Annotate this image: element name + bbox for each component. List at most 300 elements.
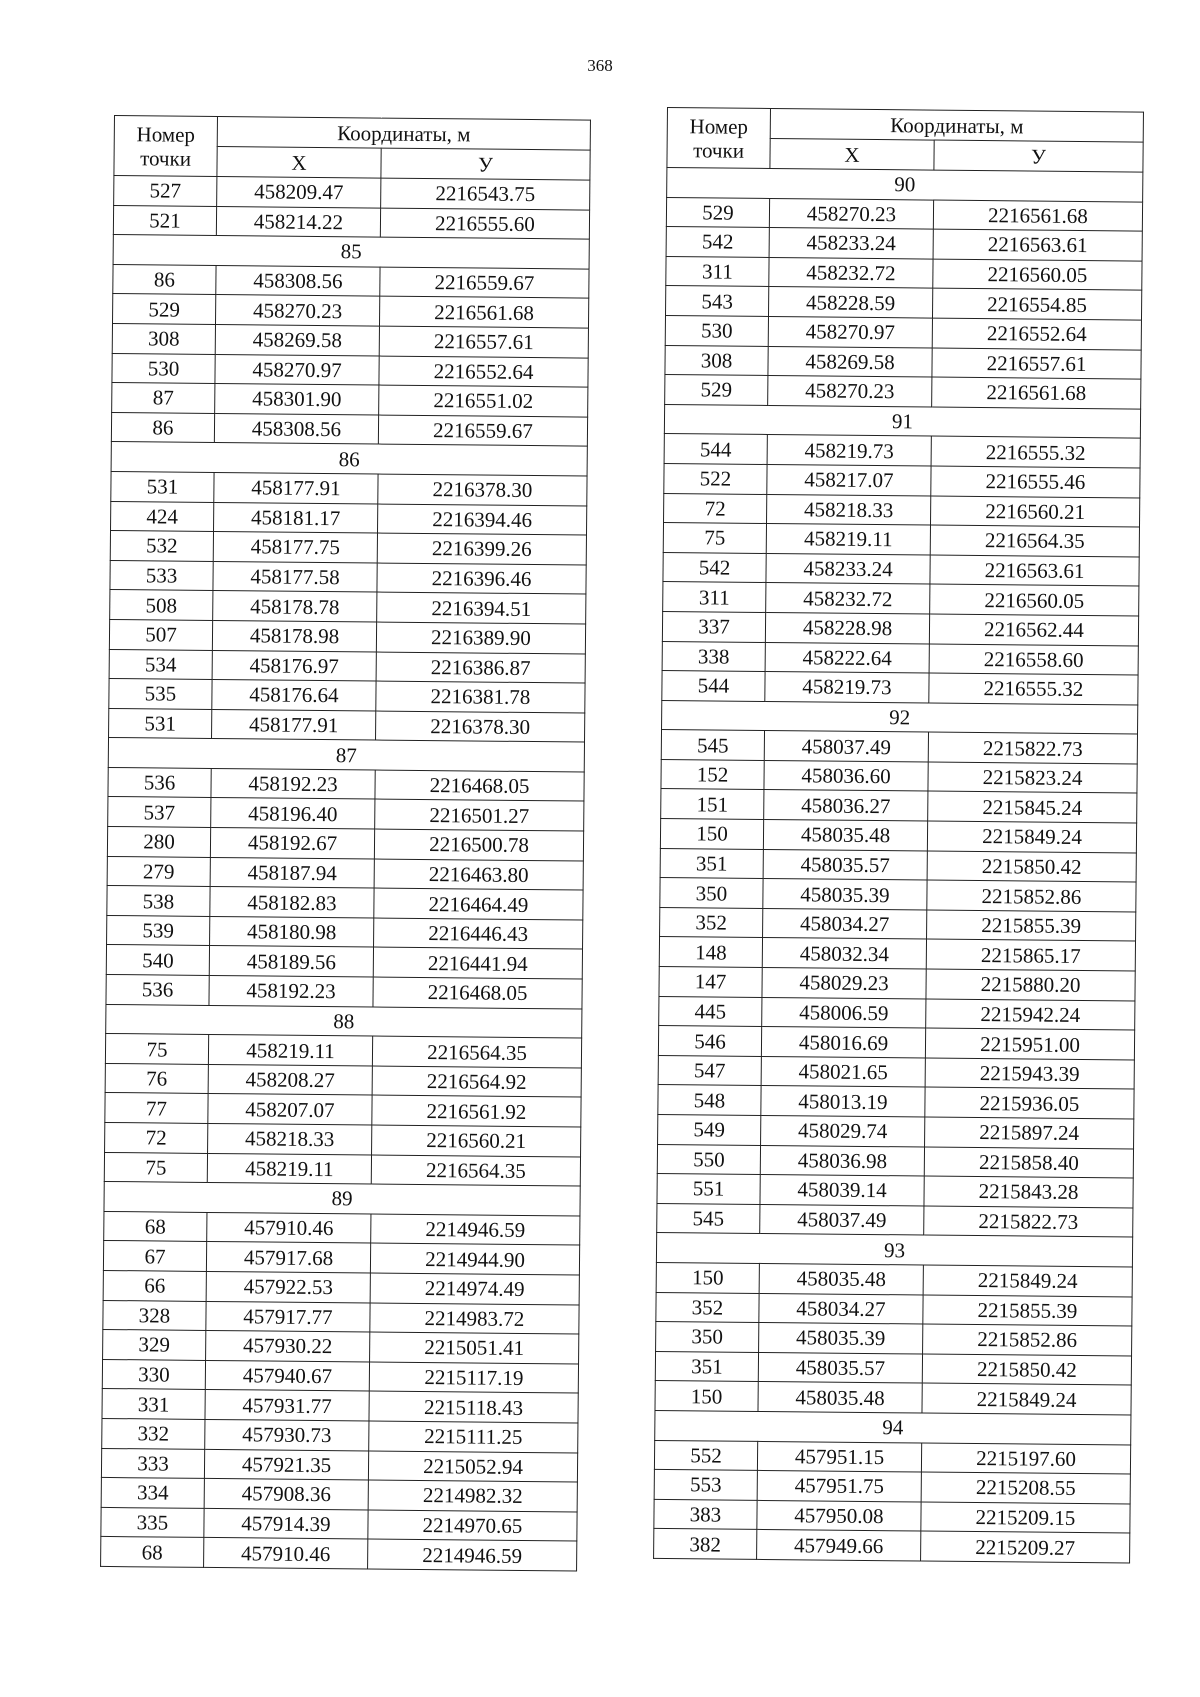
section-label: 90 bbox=[667, 168, 1143, 202]
x-coordinate-cell: 458178.78 bbox=[213, 591, 377, 622]
x-coordinate-cell: 458270.23 bbox=[768, 376, 932, 407]
y-coordinate-cell: 2216552.64 bbox=[932, 318, 1141, 350]
point-number-cell: 529 bbox=[112, 294, 215, 325]
x-coordinate-cell: 457950.08 bbox=[757, 1500, 921, 1531]
table-row bbox=[103, 1330, 579, 1364]
table-row bbox=[658, 1055, 1134, 1089]
table-row bbox=[663, 582, 1139, 616]
point-number-cell: 87 bbox=[112, 383, 215, 414]
x-coordinate-cell: 458217.07 bbox=[767, 464, 931, 495]
y-coordinate-cell: 2215849.24 bbox=[922, 1383, 1131, 1415]
table-row bbox=[662, 611, 1138, 645]
x-coordinate-cell: 458029.74 bbox=[761, 1115, 925, 1146]
table-row bbox=[103, 1270, 579, 1304]
point-number-cell: 72 bbox=[664, 493, 767, 524]
section-row bbox=[667, 168, 1143, 202]
point-number-cell: 68 bbox=[101, 1537, 204, 1568]
y-coordinate-cell: 2215865.17 bbox=[926, 939, 1135, 971]
table-row bbox=[654, 1470, 1130, 1504]
point-number-cell: 522 bbox=[664, 463, 767, 494]
table-row bbox=[661, 789, 1137, 823]
point-number-cell: 311 bbox=[666, 256, 769, 287]
y-coordinate-cell: 2216557.61 bbox=[379, 326, 588, 358]
x-coordinate-cell: 457940.67 bbox=[205, 1360, 369, 1391]
coordinates-table-left bbox=[100, 115, 591, 1571]
x-coordinate-cell: 458219.11 bbox=[208, 1035, 372, 1066]
table-body-right bbox=[654, 168, 1143, 1563]
point-number-cell: 151 bbox=[661, 789, 764, 820]
y-coordinate-cell: 2216552.64 bbox=[379, 356, 588, 388]
table-row bbox=[660, 819, 1136, 853]
point-number-cell: 527 bbox=[114, 176, 217, 207]
y-coordinate-cell: 2215843.28 bbox=[924, 1176, 1133, 1208]
x-coordinate-cell: 458222.64 bbox=[765, 642, 929, 673]
section-row bbox=[656, 1233, 1132, 1267]
point-number-cell: 542 bbox=[666, 227, 769, 258]
table-row bbox=[663, 552, 1139, 586]
y-coordinate-cell: 2216561.92 bbox=[372, 1095, 581, 1127]
y-coordinate-cell: 2215051.41 bbox=[370, 1332, 579, 1364]
y-coordinate-cell: 2216468.05 bbox=[375, 770, 584, 802]
x-coordinate-cell: 458177.58 bbox=[213, 561, 377, 592]
x-coordinate-cell: 457951.15 bbox=[757, 1441, 921, 1472]
point-number-cell: 445 bbox=[659, 996, 762, 1027]
table-row bbox=[109, 649, 585, 683]
table-row bbox=[111, 501, 587, 535]
x-coordinate-cell: 458181.17 bbox=[214, 502, 378, 533]
table-row bbox=[658, 1114, 1134, 1148]
y-coordinate-cell: 2216468.05 bbox=[373, 977, 582, 1009]
y-coordinate-cell: 2216559.67 bbox=[380, 267, 589, 299]
y-coordinate-cell: 2216396.46 bbox=[377, 563, 586, 595]
point-number-cell: 72 bbox=[105, 1122, 208, 1153]
point-number-cell: 507 bbox=[109, 619, 212, 650]
x-coordinate-cell: 458036.27 bbox=[764, 790, 928, 821]
y-coordinate-cell: 2215852.86 bbox=[923, 1324, 1132, 1356]
section-row bbox=[664, 404, 1140, 438]
y-coordinate-cell: 2215209.27 bbox=[921, 1531, 1130, 1563]
table-row bbox=[665, 345, 1141, 379]
y-coordinate-cell: 2214970.65 bbox=[368, 1510, 577, 1542]
y-coordinate-cell: 2216386.87 bbox=[376, 652, 585, 684]
section-label: 89 bbox=[104, 1182, 580, 1216]
y-coordinate-cell: 2215951.00 bbox=[925, 1028, 1134, 1060]
table-row bbox=[666, 256, 1142, 290]
y-coordinate-cell: 2216564.35 bbox=[371, 1155, 580, 1187]
y-coordinate-cell: 2216500.78 bbox=[374, 829, 583, 861]
y-coordinate-cell: 2215897.24 bbox=[925, 1117, 1134, 1149]
table-row bbox=[657, 1144, 1133, 1178]
x-coordinate-cell: 458192.23 bbox=[211, 768, 375, 799]
table-row bbox=[104, 1152, 580, 1186]
table-row bbox=[654, 1529, 1130, 1563]
y-coordinate-cell: 2216557.61 bbox=[932, 348, 1141, 380]
y-coordinate-cell: 2216555.32 bbox=[931, 436, 1140, 468]
x-coordinate-cell: 457917.68 bbox=[206, 1242, 370, 1273]
point-number-cell: 530 bbox=[112, 353, 215, 384]
table-row bbox=[659, 966, 1135, 1000]
table-row bbox=[112, 383, 588, 417]
section-label: 88 bbox=[106, 1004, 582, 1038]
y-coordinate-cell: 2216555.32 bbox=[929, 673, 1138, 705]
point-number-cell: 536 bbox=[108, 767, 211, 798]
y-coordinate-cell: 2215852.86 bbox=[927, 880, 1136, 912]
section-row bbox=[662, 700, 1138, 734]
point-number-cell: 545 bbox=[657, 1203, 760, 1234]
table-row bbox=[101, 1448, 577, 1482]
point-number-cell: 538 bbox=[107, 886, 210, 917]
point-number-cell: 529 bbox=[666, 197, 769, 228]
table-row bbox=[664, 493, 1140, 527]
x-coordinate-cell: 458214.22 bbox=[216, 206, 380, 237]
x-coordinate-cell: 458036.60 bbox=[764, 760, 928, 791]
table-row bbox=[101, 1478, 577, 1512]
table-row bbox=[102, 1359, 578, 1393]
point-number-cell: 350 bbox=[656, 1322, 759, 1353]
table-row bbox=[112, 323, 588, 357]
y-coordinate-cell: 2216561.68 bbox=[933, 200, 1142, 232]
x-coordinate-cell: 458218.33 bbox=[767, 494, 931, 525]
point-number-cell: 329 bbox=[103, 1330, 206, 1361]
x-coordinate-cell: 457930.73 bbox=[205, 1419, 369, 1450]
table-row bbox=[666, 197, 1142, 231]
section-row bbox=[655, 1410, 1131, 1444]
y-coordinate-cell: 2216378.30 bbox=[378, 474, 587, 506]
point-number-cell: 350 bbox=[660, 878, 763, 909]
x-coordinate-cell: 458013.19 bbox=[761, 1086, 925, 1117]
table-row bbox=[665, 286, 1141, 320]
x-coordinate-cell: 458178.98 bbox=[212, 620, 376, 651]
table-row bbox=[112, 294, 588, 328]
point-number-cell: 553 bbox=[654, 1470, 757, 1501]
x-coordinate-cell: 458035.39 bbox=[759, 1323, 923, 1354]
x-coordinate-cell: 458035.39 bbox=[763, 879, 927, 910]
section-label: 91 bbox=[664, 404, 1140, 438]
point-number-cell: 150 bbox=[656, 1262, 759, 1293]
table-row bbox=[656, 1262, 1132, 1296]
y-coordinate-cell: 2215052.94 bbox=[368, 1451, 577, 1483]
point-number-cell: 546 bbox=[658, 1026, 761, 1057]
point-number-cell: 68 bbox=[104, 1211, 207, 1242]
y-coordinate-cell: 2216563.61 bbox=[930, 555, 1139, 587]
y-coordinate-cell: 2215208.55 bbox=[921, 1472, 1130, 1504]
x-coordinate-cell: 458035.57 bbox=[763, 849, 927, 880]
section-row bbox=[108, 738, 584, 772]
y-coordinate-cell: 2215849.24 bbox=[923, 1265, 1132, 1297]
x-coordinate-cell: 458270.97 bbox=[215, 354, 379, 385]
table-row bbox=[101, 1537, 577, 1571]
point-number-cell: 331 bbox=[102, 1389, 205, 1420]
point-number-cell: 382 bbox=[654, 1529, 757, 1560]
x-coordinate-cell: 457949.66 bbox=[757, 1530, 921, 1561]
table-row bbox=[663, 523, 1139, 557]
x-coordinate-cell: 458219.73 bbox=[767, 435, 931, 466]
point-number-cell: 148 bbox=[659, 937, 762, 968]
table-row bbox=[113, 205, 589, 239]
y-coordinate-cell: 2215845.24 bbox=[928, 792, 1137, 824]
header-point-number-line1: Номер bbox=[136, 121, 196, 147]
point-number-cell: 152 bbox=[661, 759, 764, 790]
point-number-cell: 338 bbox=[662, 641, 765, 672]
table-row bbox=[654, 1499, 1130, 1533]
y-coordinate-cell: 2216563.61 bbox=[933, 229, 1142, 261]
point-number-cell: 147 bbox=[659, 966, 762, 997]
table-row bbox=[661, 730, 1137, 764]
point-number-cell: 532 bbox=[110, 531, 213, 562]
point-number-cell: 335 bbox=[101, 1507, 204, 1538]
section-label: 93 bbox=[656, 1233, 1132, 1267]
point-number-cell: 308 bbox=[112, 323, 215, 354]
y-coordinate-cell: 2215880.20 bbox=[926, 969, 1135, 1001]
y-coordinate-cell: 2216559.67 bbox=[378, 415, 587, 447]
header-x: Х bbox=[770, 138, 934, 170]
table-row bbox=[105, 1034, 581, 1068]
table-row bbox=[659, 937, 1135, 971]
x-coordinate-cell: 458233.24 bbox=[766, 553, 930, 584]
x-coordinate-cell: 458219.73 bbox=[765, 672, 929, 703]
point-number-cell: 536 bbox=[106, 974, 209, 1005]
y-coordinate-cell: 2216564.35 bbox=[930, 525, 1139, 557]
x-coordinate-cell: 457917.77 bbox=[206, 1301, 370, 1332]
x-coordinate-cell: 458176.64 bbox=[212, 680, 376, 711]
table-row bbox=[102, 1389, 578, 1423]
header-point-number-line2: точки bbox=[140, 145, 192, 171]
y-coordinate-cell: 2215850.42 bbox=[922, 1354, 1131, 1386]
coordinates-table-right bbox=[653, 107, 1144, 1563]
x-coordinate-cell: 458219.11 bbox=[207, 1153, 371, 1184]
table-row bbox=[107, 827, 583, 861]
x-coordinate-cell: 458029.23 bbox=[762, 967, 926, 998]
y-coordinate-cell: 2215822.73 bbox=[924, 1206, 1133, 1238]
header-point-number bbox=[114, 116, 218, 177]
x-coordinate-cell: 458021.65 bbox=[761, 1056, 925, 1087]
point-number-cell: 280 bbox=[107, 827, 210, 858]
y-coordinate-cell: 2215111.25 bbox=[369, 1421, 578, 1453]
y-coordinate-cell: 2215849.24 bbox=[927, 821, 1136, 853]
table-row bbox=[660, 848, 1136, 882]
point-number-cell: 150 bbox=[655, 1381, 758, 1412]
table-row bbox=[105, 1122, 581, 1156]
x-coordinate-cell: 458177.91 bbox=[212, 709, 376, 740]
x-coordinate-cell: 457910.46 bbox=[207, 1212, 371, 1243]
y-coordinate-cell: 2216543.75 bbox=[381, 178, 590, 210]
y-coordinate-cell: 2216551.02 bbox=[379, 385, 588, 417]
x-coordinate-cell: 458034.27 bbox=[763, 908, 927, 939]
point-number-cell: 66 bbox=[103, 1270, 206, 1301]
y-coordinate-cell: 2215117.19 bbox=[369, 1362, 578, 1394]
y-coordinate-cell: 2215858.40 bbox=[924, 1147, 1133, 1179]
table-row bbox=[107, 886, 583, 920]
section-label: 85 bbox=[113, 235, 589, 269]
point-number-cell: 351 bbox=[655, 1351, 758, 1382]
header-y: У bbox=[934, 140, 1143, 172]
point-number-cell: 539 bbox=[107, 915, 210, 946]
table-row bbox=[103, 1300, 579, 1334]
table-row bbox=[105, 1093, 581, 1127]
point-number-cell: 328 bbox=[103, 1300, 206, 1331]
x-coordinate-cell: 458177.91 bbox=[214, 472, 378, 503]
point-number-cell: 75 bbox=[663, 523, 766, 554]
table-row bbox=[110, 560, 586, 594]
point-number-cell: 352 bbox=[656, 1292, 759, 1323]
x-coordinate-cell: 457914.39 bbox=[204, 1508, 368, 1539]
x-coordinate-cell: 458208.27 bbox=[208, 1064, 372, 1095]
x-coordinate-cell: 458034.27 bbox=[759, 1293, 923, 1324]
y-coordinate-cell: 2215936.05 bbox=[925, 1087, 1134, 1119]
y-coordinate-cell: 2216560.05 bbox=[930, 584, 1139, 616]
x-coordinate-cell: 458232.72 bbox=[769, 257, 933, 288]
y-coordinate-cell: 2216464.49 bbox=[374, 888, 583, 920]
page-number: 368 bbox=[587, 56, 613, 75]
x-coordinate-cell: 457921.35 bbox=[204, 1449, 368, 1480]
x-coordinate-cell: 458037.49 bbox=[764, 731, 928, 762]
point-number-cell: 531 bbox=[109, 708, 212, 739]
x-coordinate-cell: 458035.48 bbox=[763, 820, 927, 851]
table-row bbox=[103, 1241, 579, 1275]
y-coordinate-cell: 2215822.73 bbox=[928, 732, 1137, 764]
x-coordinate-cell: 458270.97 bbox=[768, 316, 932, 347]
x-coordinate-cell: 458035.48 bbox=[759, 1263, 923, 1294]
point-number-cell: 535 bbox=[109, 679, 212, 710]
y-coordinate-cell: 2216394.51 bbox=[377, 592, 586, 624]
table-row bbox=[655, 1351, 1131, 1385]
y-coordinate-cell: 2215823.24 bbox=[928, 762, 1137, 794]
point-number-cell: 544 bbox=[664, 434, 767, 465]
y-coordinate-cell: 2215197.60 bbox=[921, 1443, 1130, 1475]
table-row bbox=[656, 1322, 1132, 1356]
y-coordinate-cell: 2216561.68 bbox=[932, 377, 1141, 409]
x-coordinate-cell: 458016.69 bbox=[761, 1027, 925, 1058]
table-row bbox=[113, 264, 589, 298]
y-coordinate-cell: 2216562.44 bbox=[929, 614, 1138, 646]
table-row bbox=[657, 1174, 1133, 1208]
x-coordinate-cell: 458192.23 bbox=[209, 975, 373, 1006]
section-label: 92 bbox=[662, 700, 1138, 734]
table-row bbox=[112, 353, 588, 387]
x-coordinate-cell: 458006.59 bbox=[762, 997, 926, 1028]
table-row bbox=[666, 227, 1142, 261]
x-coordinate-cell: 458218.33 bbox=[208, 1123, 372, 1154]
table-row bbox=[107, 856, 583, 890]
point-number-cell: 552 bbox=[654, 1440, 757, 1471]
table-row bbox=[658, 1085, 1134, 1119]
y-coordinate-cell: 2215855.39 bbox=[923, 1295, 1132, 1327]
y-coordinate-cell: 2216378.30 bbox=[376, 711, 585, 743]
table-row bbox=[655, 1381, 1131, 1415]
point-number-cell: 545 bbox=[661, 730, 764, 761]
point-number-cell: 333 bbox=[101, 1448, 204, 1479]
point-number-cell: 332 bbox=[102, 1418, 205, 1449]
table-row bbox=[102, 1418, 578, 1452]
table-row bbox=[656, 1292, 1132, 1326]
point-number-cell: 150 bbox=[660, 819, 763, 850]
point-number-cell: 540 bbox=[106, 945, 209, 976]
y-coordinate-cell: 2216560.05 bbox=[933, 259, 1142, 291]
table-row bbox=[659, 996, 1135, 1030]
point-number-cell: 77 bbox=[105, 1093, 208, 1124]
point-number-cell: 67 bbox=[103, 1241, 206, 1272]
y-coordinate-cell: 2216564.92 bbox=[372, 1066, 581, 1098]
y-coordinate-cell: 2215209.15 bbox=[921, 1502, 1130, 1534]
table-row bbox=[108, 797, 584, 831]
table-row bbox=[662, 641, 1138, 675]
point-number-cell: 351 bbox=[660, 848, 763, 879]
point-number-cell: 544 bbox=[662, 671, 765, 702]
point-number-cell: 75 bbox=[104, 1152, 207, 1183]
y-coordinate-cell: 2214982.32 bbox=[368, 1480, 577, 1512]
x-coordinate-cell: 458177.75 bbox=[213, 532, 377, 563]
x-coordinate-cell: 457930.22 bbox=[206, 1331, 370, 1362]
header-coordinates: Координаты, м bbox=[770, 108, 1143, 142]
point-number-cell: 542 bbox=[663, 552, 766, 583]
table-row bbox=[110, 590, 586, 624]
y-coordinate-cell: 2215942.24 bbox=[926, 999, 1135, 1031]
y-coordinate-cell: 2216501.27 bbox=[375, 800, 584, 832]
y-coordinate-cell: 2214946.59 bbox=[371, 1214, 580, 1246]
table-row bbox=[111, 412, 587, 446]
x-coordinate-cell: 458228.98 bbox=[765, 612, 929, 643]
x-coordinate-cell: 458036.98 bbox=[760, 1145, 924, 1176]
y-coordinate-cell: 2214946.59 bbox=[368, 1539, 577, 1571]
table-row bbox=[660, 878, 1136, 912]
table-row bbox=[109, 679, 585, 713]
section-row bbox=[104, 1182, 580, 1216]
x-coordinate-cell: 457908.36 bbox=[204, 1479, 368, 1510]
point-number-cell: 424 bbox=[111, 501, 214, 532]
header-point-number-line1: Номер bbox=[689, 113, 749, 139]
table-row bbox=[108, 767, 584, 801]
x-coordinate-cell: 457931.77 bbox=[205, 1390, 369, 1421]
y-coordinate-cell: 2216555.60 bbox=[380, 208, 589, 240]
point-number-cell: 548 bbox=[658, 1085, 761, 1116]
point-number-cell: 279 bbox=[107, 856, 210, 887]
y-coordinate-cell: 2216441.94 bbox=[373, 947, 582, 979]
table-row bbox=[658, 1026, 1134, 1060]
table-row bbox=[111, 471, 587, 505]
point-number-cell: 549 bbox=[658, 1114, 761, 1145]
x-coordinate-cell: 458035.57 bbox=[758, 1352, 922, 1383]
x-coordinate-cell: 458207.07 bbox=[208, 1094, 372, 1125]
point-number-cell: 529 bbox=[665, 375, 768, 406]
table-row bbox=[106, 974, 582, 1008]
y-coordinate-cell: 2214974.49 bbox=[370, 1273, 579, 1305]
x-coordinate-cell: 458180.98 bbox=[210, 916, 374, 947]
table-row bbox=[104, 1211, 580, 1245]
point-number-cell: 337 bbox=[662, 611, 765, 642]
x-coordinate-cell: 458308.56 bbox=[214, 413, 378, 444]
x-coordinate-cell: 458035.48 bbox=[758, 1382, 922, 1413]
table-row bbox=[664, 463, 1140, 497]
y-coordinate-cell: 2216381.78 bbox=[376, 681, 585, 713]
point-number-cell: 334 bbox=[101, 1478, 204, 1509]
y-coordinate-cell: 2215118.43 bbox=[369, 1391, 578, 1423]
x-coordinate-cell: 457922.53 bbox=[206, 1271, 370, 1302]
y-coordinate-cell: 2216446.43 bbox=[374, 918, 583, 950]
x-coordinate-cell: 458189.56 bbox=[209, 946, 373, 977]
point-number-cell: 530 bbox=[665, 315, 768, 346]
y-coordinate-cell: 2216560.21 bbox=[372, 1125, 581, 1157]
table-row bbox=[110, 531, 586, 565]
x-coordinate-cell: 458196.40 bbox=[211, 798, 375, 829]
point-number-cell: 76 bbox=[105, 1063, 208, 1094]
point-number-cell: 543 bbox=[665, 286, 768, 317]
header-point-number-line2: точки bbox=[693, 137, 745, 163]
y-coordinate-cell: 2215943.39 bbox=[925, 1058, 1134, 1090]
y-coordinate-cell: 2216554.85 bbox=[932, 288, 1141, 320]
y-coordinate-cell: 2216560.21 bbox=[930, 496, 1139, 528]
section-label: 87 bbox=[108, 738, 584, 772]
point-number-cell: 330 bbox=[102, 1359, 205, 1390]
